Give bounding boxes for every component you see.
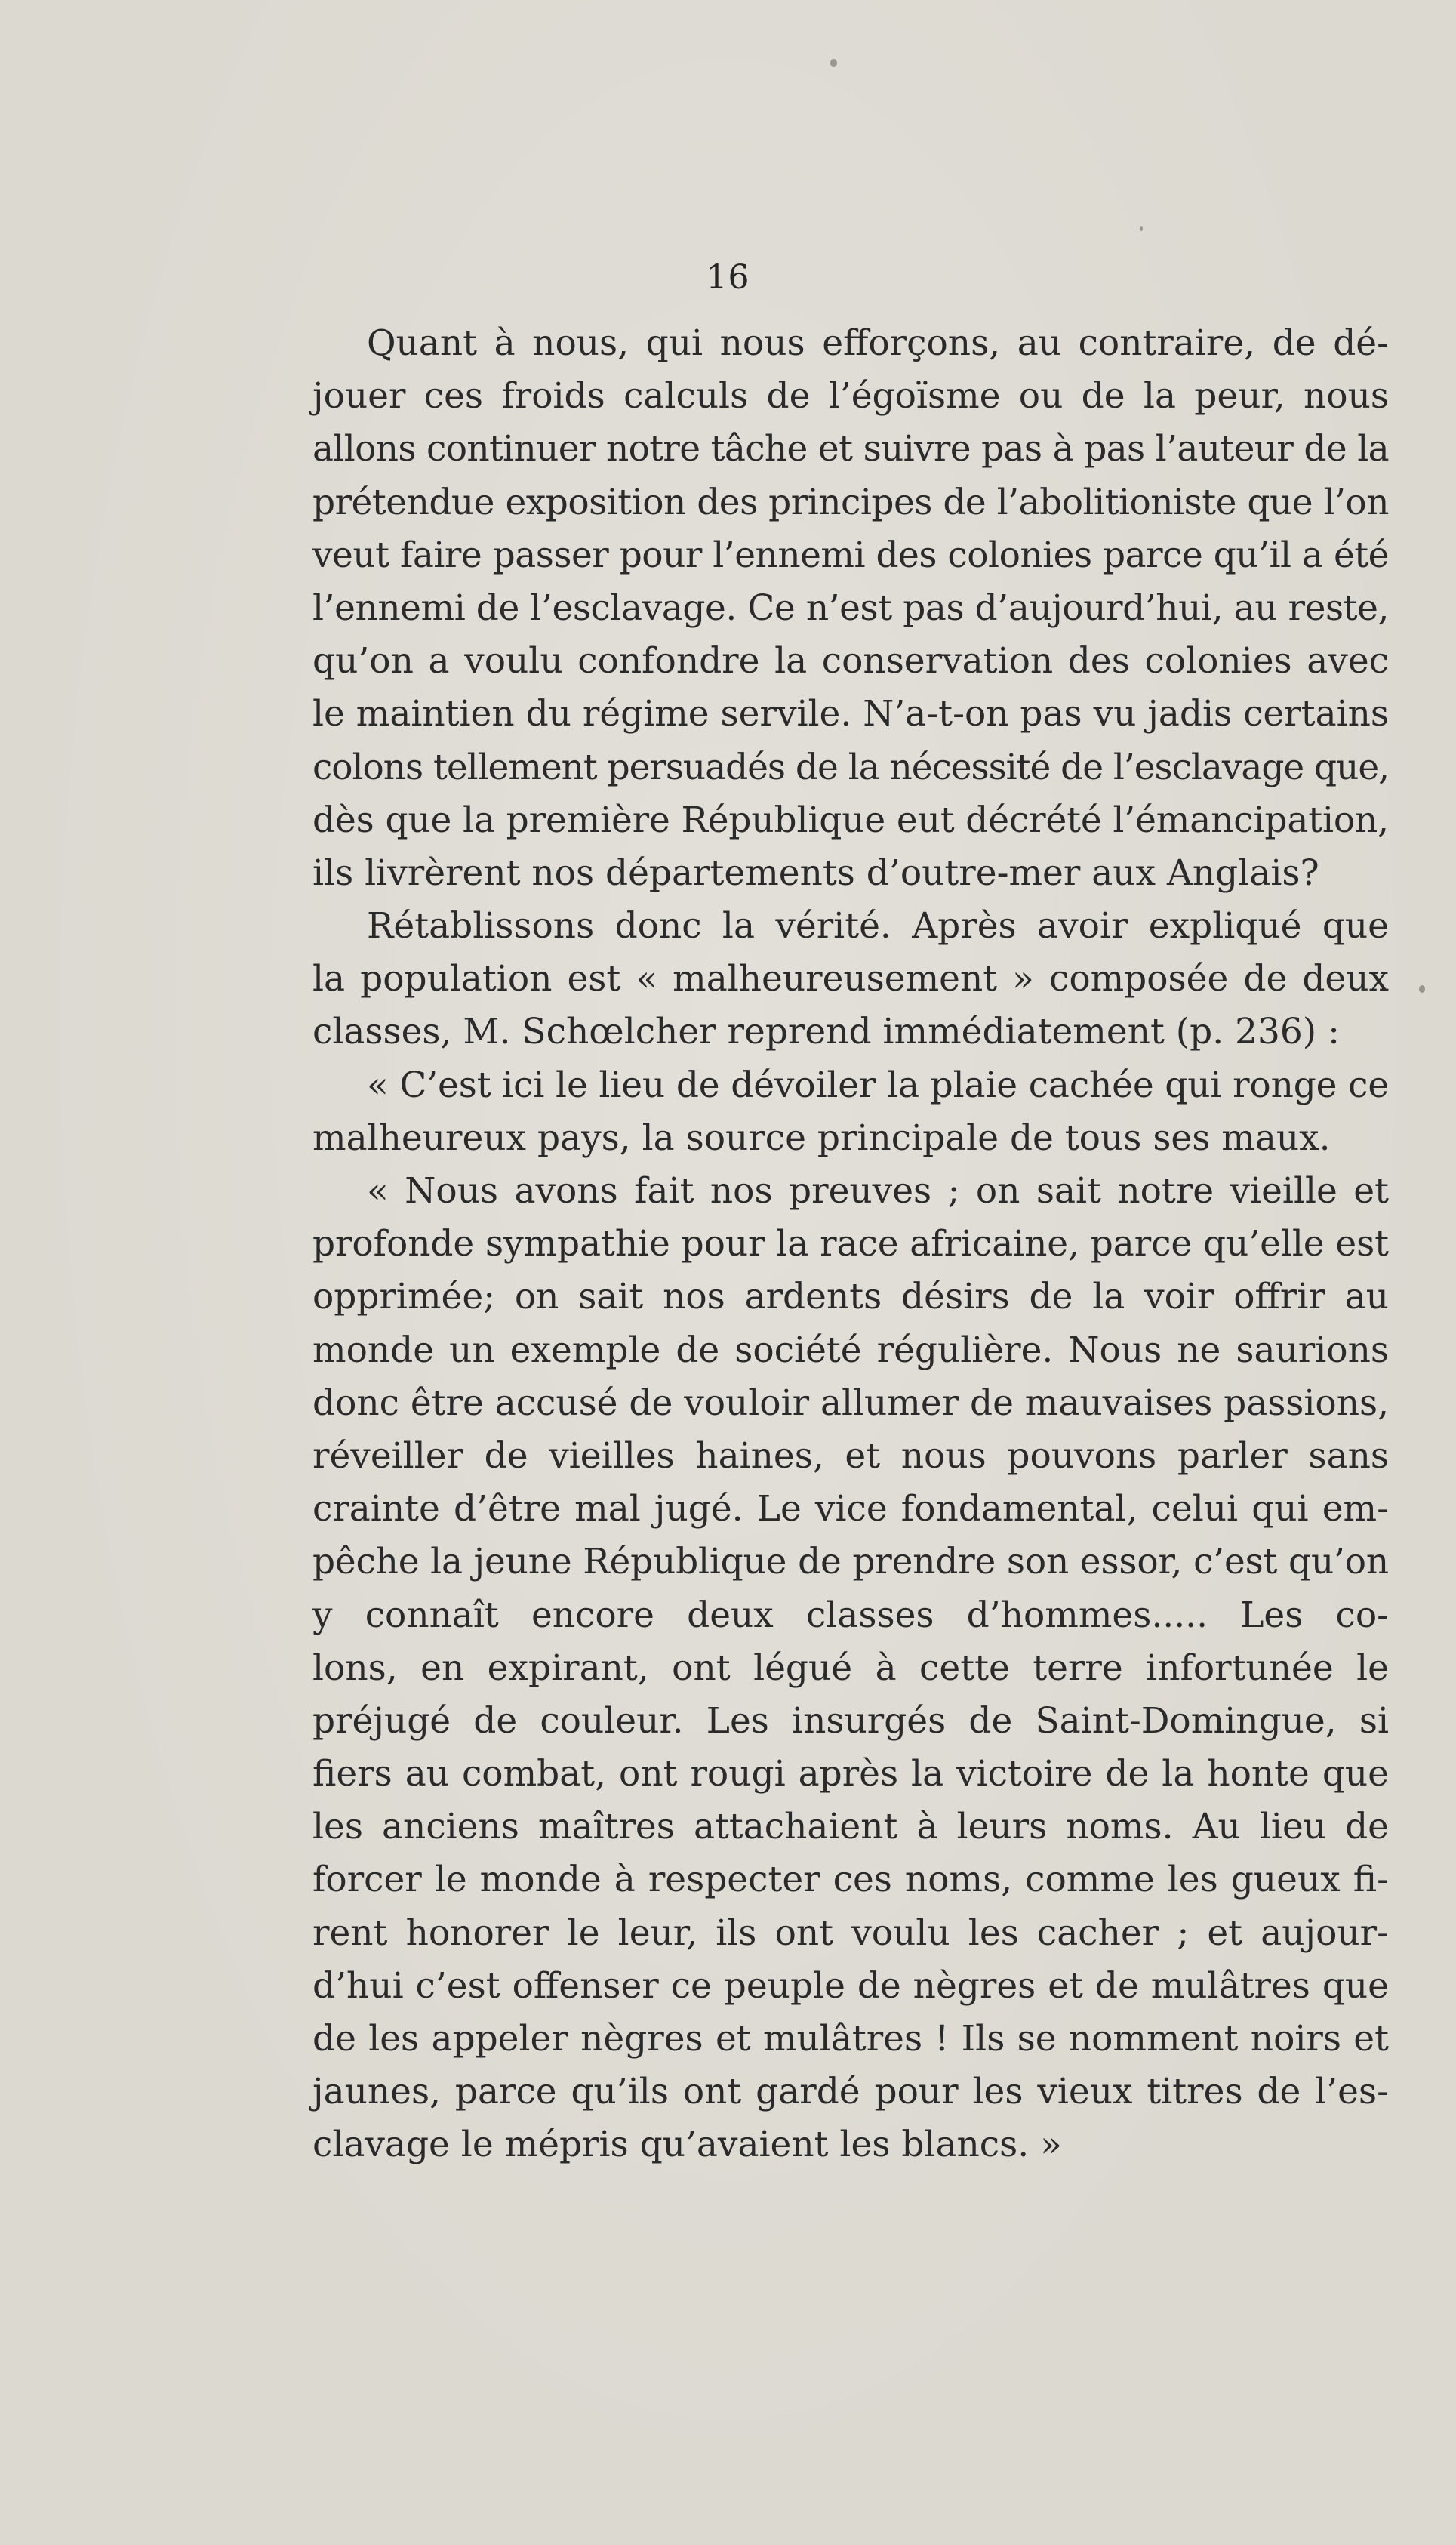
text-line: jaunes, parce qu’ils ont gardé pour les vieux titres de l’es-: [312, 2071, 1389, 2113]
text-line: malheureux pays, la source principale de tous ses maux.: [312, 1117, 1331, 1159]
text-line: la population est « malheureusement » composée de deux: [312, 958, 1389, 1000]
text-line: ils livrèrent nos départements d’outre-mer aux Anglais?: [312, 852, 1319, 894]
text-line: clavage le mépris qu’avaient les blancs. »: [312, 2124, 1062, 2166]
text-line: le maintien du régime servile. N’a-t-on pas vu jadis certains: [312, 693, 1389, 735]
text-line: fiers au combat, ont rougi après la victoire de la honte que: [312, 1753, 1389, 1795]
text-line: opprimée; on sait nos ardents désirs de la voir offrir au: [312, 1276, 1389, 1318]
page-number: 16: [706, 258, 750, 297]
text-line: réveiller de vieilles haines, et nous pouvons parler sans: [312, 1434, 1389, 1477]
text-line: Rétablissons donc la vérité. Après avoir expliqué que: [367, 905, 1389, 947]
text-line: profonde sympathie pour la race africaine, parce qu’elle est: [312, 1223, 1389, 1265]
text-line: dès que la première République eut décrété l’émancipation,: [312, 799, 1389, 841]
text-line: allons continuer notre tâche et suivre pas à pas l’auteur de la: [312, 428, 1389, 470]
text-line: Quant à nous, qui nous efforçons, au contraire, de dé-: [367, 322, 1389, 364]
text-line: préjugé de couleur. Les insurgés de Saint-Domingue, si: [312, 1699, 1389, 1742]
text-line: pêche la jeune République de prendre son essor, c’est qu’on: [312, 1541, 1389, 1583]
text-line: d’hui c’est offenser ce peuple de nègres et de mulâtres que: [312, 1964, 1389, 2007]
text-line: classes, M. Schœlcher reprend immédiatement (p. 236) :: [312, 1011, 1340, 1053]
text-line: qu’on a voulu confondre la conservation des colonies avec: [312, 640, 1389, 682]
paper-speck: [830, 59, 837, 67]
text-line: forcer le monde à respecter ces noms, comme les gueux fi-: [312, 1859, 1389, 1901]
text-line: jouer ces froids calculs de l’égoïsme ou de la peur, nous: [312, 375, 1389, 417]
text-line: colons tellement persuadés de la nécessité de l’esclavage que,: [312, 746, 1389, 788]
text-line: rent honorer le leur, ils ont voulu les cacher ; et aujour-: [312, 1912, 1389, 1954]
text-line: veut faire passer pour l’ennemi des colonies parce qu’il a été: [312, 534, 1389, 576]
text-line: « Nous avons fait nos preuves ; on sait notre vieille et: [367, 1170, 1389, 1212]
text-line: crainte d’être mal jugé. Le vice fondamental, celui qui em-: [312, 1488, 1389, 1530]
paper-speck: [1140, 226, 1143, 231]
paper-speck: [1419, 985, 1425, 993]
text-line: prétendue exposition des principes de l’abolitioniste que l’on: [312, 481, 1389, 523]
text-line: « C’est ici le lieu de dévoiler la plaie cachée qui ronge ce: [367, 1064, 1389, 1106]
text-line: y connaît encore deux classes d’hommes..... Les co-: [312, 1594, 1389, 1636]
text-line: les anciens maîtres attachaient à leurs noms. Au lieu de: [312, 1806, 1389, 1848]
text-line: donc être accusé de vouloir allumer de mauvaises passions,: [312, 1382, 1389, 1424]
text-line: de les appeler nègres et mulâtres ! Ils se nomment noirs et: [312, 2018, 1389, 2060]
text-line: monde un exemple de société régulière. Nous ne saurions: [312, 1329, 1389, 1371]
text-line: l’ennemi de l’esclavage. Ce n’est pas d’aujourd’hui, au reste,: [312, 587, 1389, 629]
text-line: lons, en expirant, ont légué à cette terre infortunée le: [312, 1647, 1389, 1689]
body-text: [312, 317, 1389, 2172]
